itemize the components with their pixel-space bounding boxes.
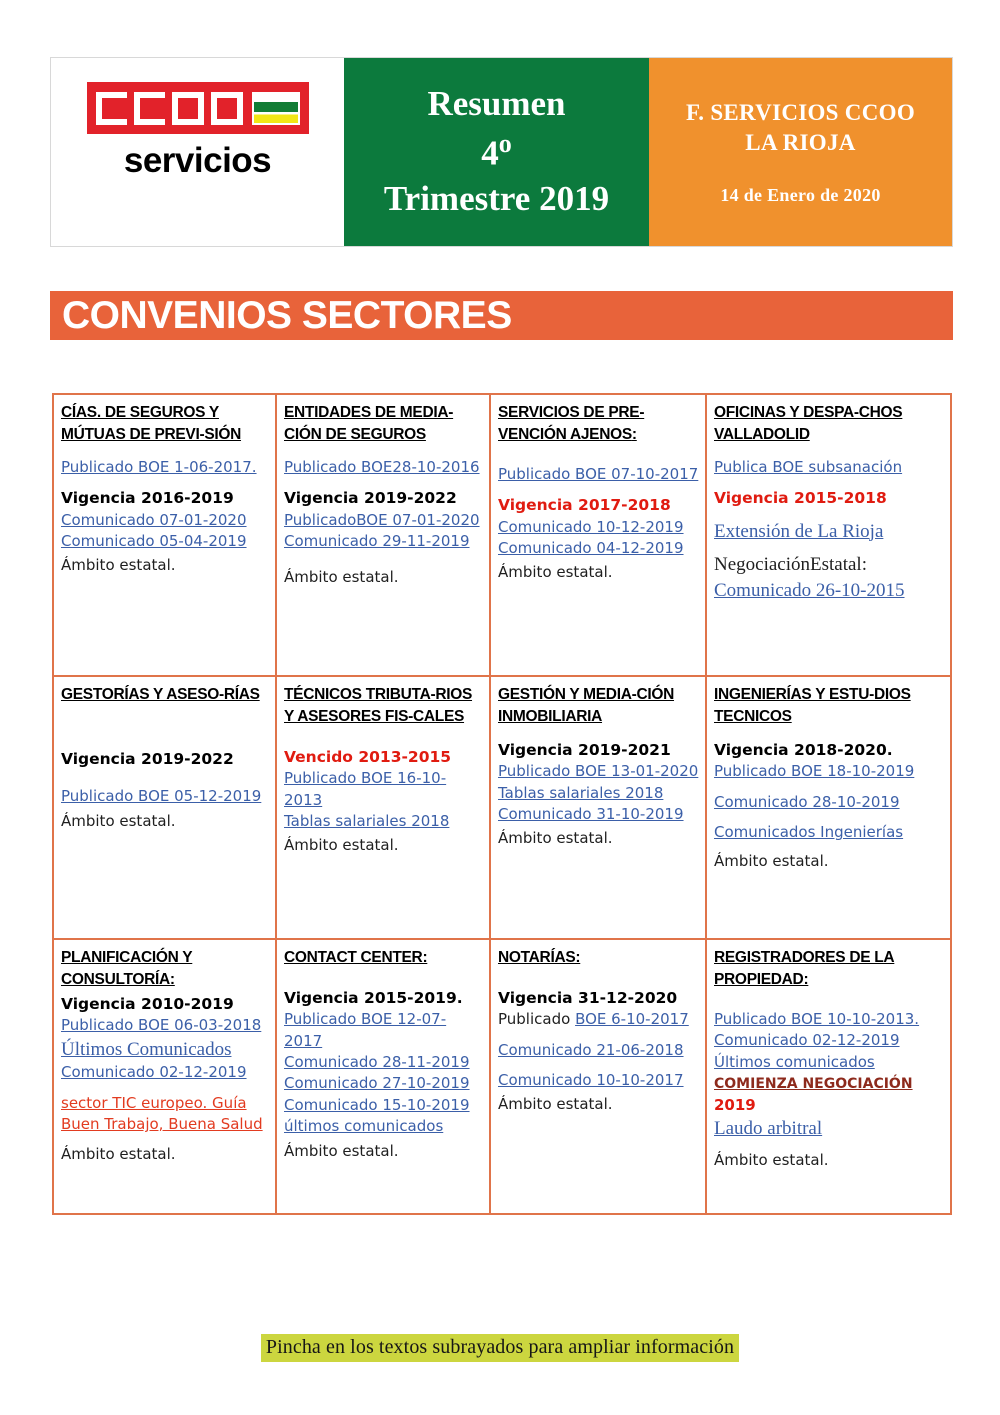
cell-title: SERVICIOS DE PRE-VENCIÓN AJENOS:: [498, 404, 645, 443]
cell-title: TÉCNICOS TRIBUTA-RIOS Y ASESORES FIS-CALES: [284, 686, 473, 725]
cell-title: GESTIÓN Y MEDIA-CIÓN INMOBILIARIA: [498, 686, 675, 725]
header-org-panel: [649, 58, 952, 246]
published-link[interactable]: Publicado BOE 07-10-2017: [498, 465, 699, 483]
vigencia-text: Vigencia 2015-2019.: [284, 989, 463, 1007]
ultimos-comunicados-link[interactable]: últimos comunicados: [284, 1117, 444, 1136]
negociacion-label: NegociaciónEstatal:: [714, 554, 867, 576]
header-org-line2: LA RIOJA: [745, 129, 856, 155]
cell-ingenierias-estudios: [706, 676, 951, 939]
cell-gestion-inmobiliaria: [490, 676, 706, 939]
footer-note: Pincha en los textos subrayados para ampliar información: [261, 1334, 739, 1362]
ambito-text: Ámbito estatal.: [498, 1095, 613, 1114]
comunicados-ingenierias-link[interactable]: Comunicados Ingenierías: [714, 823, 904, 842]
negociacion-year: 2019: [714, 1095, 756, 1114]
published-link[interactable]: Publicado BOE 10-10-2013.: [714, 1010, 920, 1028]
published-link[interactable]: Publicado BOE 13-01-2020: [498, 762, 699, 781]
vigencia-text: Vencido 2013-2015: [284, 748, 452, 766]
cell-planificacion-consultoria: [53, 939, 276, 1214]
published-link[interactable]: Publicado BOE 16-10-2013: [284, 769, 447, 809]
section-banner: [50, 291, 953, 340]
logo-panel: [51, 58, 344, 246]
vigencia-text: Vigencia 2019-2022: [61, 750, 234, 768]
extension-link[interactable]: Extensión de La Rioja: [714, 520, 884, 542]
ambito-text: Ámbito estatal.: [714, 1150, 829, 1169]
comunicado-link[interactable]: Comunicado 27-10-2019: [284, 1074, 470, 1093]
comunicado-link[interactable]: Comunicado 21-06-2018: [498, 1040, 684, 1059]
cell-gestorias-asesorias: [53, 676, 276, 939]
ambito-text: Ámbito estatal.: [284, 836, 399, 855]
ambito-text: Ámbito estatal.: [61, 1144, 176, 1163]
ambito-text: Ámbito estatal.: [284, 568, 399, 587]
vigencia-text: Vigencia 2019-2022: [284, 489, 457, 508]
published-link[interactable]: Publicado BOE 18-10-2019: [714, 762, 915, 781]
published-link[interactable]: Publicado BOE28-10-2016: [284, 458, 480, 476]
cell-servicios-prevencion: [490, 394, 706, 676]
cell-entidades-mediacion: [276, 394, 490, 676]
tablas-salariales-link[interactable]: Tablas salariales 2018: [284, 812, 450, 831]
comienza-negociacion-link[interactable]: COMIENZA NEGOCIACIÓN: [714, 1076, 913, 1093]
published-link[interactable]: Publicado BOE 12-07-2017: [284, 1010, 447, 1050]
comunicado-link[interactable]: Comunicado 10-10-2017: [498, 1071, 684, 1090]
ambito-text: Ámbito estatal.: [498, 829, 613, 848]
cell-title: NOTARÍAS:: [498, 949, 581, 966]
laudo-arbitral-link[interactable]: Laudo arbitral: [714, 1118, 823, 1140]
cell-title: ENTIDADES DE MEDIA-CIÓN DE SEGUROS: [284, 404, 454, 443]
cell-tecnicos-tributarios: [276, 676, 490, 939]
cell-notarias: [490, 939, 706, 1214]
table-row: [53, 939, 951, 1214]
cell-cias-seguros: [53, 394, 276, 676]
vigencia-text: Vigencia 2018-2020.: [714, 741, 893, 759]
sector-tic-link[interactable]: sector TIC europeo. Guía: [61, 1093, 247, 1112]
footer: [0, 1334, 1000, 1362]
cell-title: CÍAS. DE SEGUROS Y MÚTUAS DE PREVI-SIÓN: [61, 404, 242, 443]
vigencia-text: Vigencia 2017-2018: [498, 496, 671, 515]
cell-registradores-propiedad: [706, 939, 951, 1214]
comunicado-link[interactable]: Comunicado 04-12-2019: [498, 539, 684, 558]
logo-subtitle: servicios: [123, 141, 272, 180]
header-title-line2: 4$^o$: [481, 129, 512, 173]
cell-title: REGISTRADORES DE LA PROPIEDAD:: [714, 949, 895, 988]
ambito-text: Ámbito estatal.: [714, 852, 829, 871]
header-org-line1: F. SERVICIOS CCOO: [685, 99, 916, 125]
vigencia-text: Vigencia 2016-2019: [61, 489, 234, 508]
published-link[interactable]: Publicado BOE 06-03-2018: [61, 1016, 262, 1035]
published-row: Publicado BOE 6-10-2017: [498, 1010, 689, 1029]
vigencia-text: Vigencia 2015-2018: [714, 489, 887, 508]
cell-oficinas-despachos: [706, 394, 951, 676]
comunicado-link[interactable]: Comunicado 31-10-2019: [498, 805, 684, 824]
header-title-line3: Trimestre 2019: [383, 178, 610, 218]
comunicado-link[interactable]: Comunicado 28-11-2019: [284, 1053, 470, 1072]
comunicado-link[interactable]: Comunicado 10-12-2019: [498, 517, 684, 536]
cell-title: PLANIFICACIÓN Y CONSULTORÍA:: [61, 949, 193, 988]
table-row: [53, 676, 951, 939]
ultimos-comunicados-link[interactable]: Últimos comunicados: [714, 1052, 875, 1071]
la-rioja-flag-icon: [252, 92, 300, 125]
published-link[interactable]: PublicadoBOE 07-01-2020: [284, 510, 480, 529]
ambito-text: Ámbito estatal.: [61, 811, 176, 830]
table-row: [53, 394, 951, 676]
ultimos-comunicados-link[interactable]: Últimos Comunicados: [61, 1038, 232, 1060]
header-date: 14 de Enero de 2020: [720, 185, 881, 206]
header-title-line1: Resumen: [427, 84, 566, 124]
cell-title: INGENIERÍAS Y ESTU-DIOS TECNICOS: [714, 686, 911, 725]
vigencia-text: Vigencia 31-12-2020: [498, 989, 678, 1007]
ambito-text: Ámbito estatal.: [498, 563, 613, 582]
header-org-name: [686, 98, 915, 158]
cell-title: CONTACT CENTER:: [284, 949, 428, 966]
comunicado-link[interactable]: Comunicado 15-10-2019: [284, 1095, 470, 1114]
tablas-salariales-link[interactable]: Tablas salariales 2018: [498, 783, 664, 802]
ambito-text: Ámbito estatal.: [284, 1141, 399, 1160]
document-header: [50, 57, 953, 247]
cell-title: GESTORÍAS Y ASESO-RÍAS: [61, 686, 260, 703]
ccoo-letters-icon: [96, 92, 243, 125]
published-link[interactable]: Publica BOE subsanación: [714, 458, 903, 476]
page-title: CONVENIOS SECTORES: [62, 293, 512, 337]
ccoo-logo: [87, 82, 309, 181]
guia-buen-trabajo-link[interactable]: Buen Trabajo, Buena Salud: [61, 1115, 263, 1134]
ccoo-logo-bar: [87, 82, 309, 134]
convenios-table: [52, 393, 952, 1215]
header-title-panel: [344, 58, 649, 246]
negociacion-row: [714, 1073, 944, 1116]
comunicado-link[interactable]: Comunicado 29-11-2019: [284, 532, 470, 551]
cell-title: OFICINAS Y DESPA-CHOS VALLADOLID: [714, 404, 903, 443]
comunicado-link[interactable]: Comunicado 26-10-2015: [714, 579, 905, 601]
ambito-text: Ámbito estatal.: [61, 556, 176, 575]
vigencia-text: Vigencia 2010-2019: [61, 995, 234, 1013]
comunicado-link[interactable]: Comunicado 02-12-2019: [61, 1063, 247, 1082]
comunicado-link[interactable]: Comunicado 28-10-2019: [714, 792, 900, 811]
comunicado-link[interactable]: Comunicado 02-12-2019: [714, 1031, 900, 1050]
published-link[interactable]: Publicado BOE 1-06-2017.: [61, 458, 257, 476]
vigencia-text: Vigencia 2019-2021: [498, 741, 671, 759]
published-link[interactable]: Publicado BOE 05-12-2019: [61, 787, 262, 806]
comunicado-link[interactable]: Comunicado 07-01-2020: [61, 510, 247, 529]
cell-contact-center: [276, 939, 490, 1214]
published-link[interactable]: BOE 6-10-2017: [575, 1010, 689, 1029]
comunicado-link[interactable]: Comunicado 05-04-2019: [61, 532, 247, 551]
